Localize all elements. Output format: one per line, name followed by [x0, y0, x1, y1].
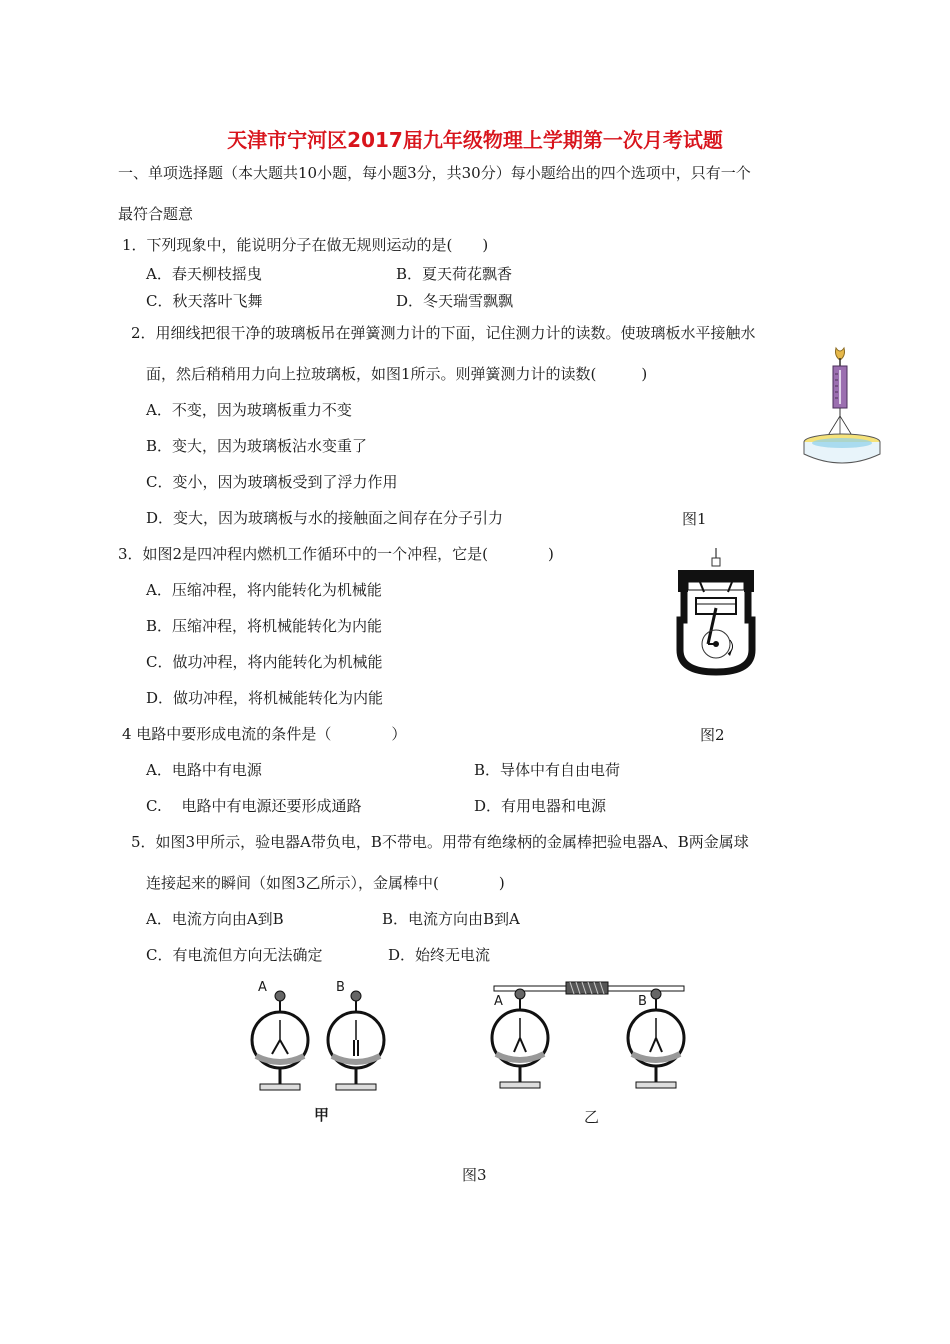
q3-option-d: D．做功冲程，将机械能转化为内能 — [146, 689, 384, 707]
q1-option-d: D．冬天瑞雪飘飘 — [396, 292, 514, 310]
q5-stem-line2: 连接起来的瞬间（如图3乙所示），金属棒中( ) — [146, 874, 505, 892]
q2-option-a: A．不变，因为玻璃板重力不变 — [146, 401, 352, 419]
figure-3-yi-connected-electroscopes — [488, 978, 688, 1096]
q1-option-a: A．春天柳枝摇曳 — [146, 265, 262, 283]
q2-option-d: D．变大，因为玻璃板与水的接触面之间存在分子引力 — [146, 509, 504, 527]
q5-option-a: A．电流方向由A到B — [146, 910, 284, 928]
q4-option-b: B．导体中有自由电荷 — [474, 761, 621, 779]
q3-option-b: B．压缩冲程，将机械能转化为内能 — [146, 617, 383, 635]
figure-2-engine — [674, 548, 759, 676]
q5-option-d: D．始终无电流 — [388, 946, 491, 964]
figure-1-spring-scale — [800, 344, 895, 469]
exam-title: 天津市宁河区2017届九年级物理上学期第一次月考试题 — [227, 128, 723, 152]
electroscope-b — [328, 991, 384, 1090]
label-a-jia: A — [258, 980, 267, 995]
label-yi: 乙 — [584, 1108, 600, 1126]
q3-option-c: C．做功冲程，将内能转化为机械能 — [146, 653, 383, 671]
q5-option-b: B．电流方向由B到A — [382, 910, 520, 928]
q1-stem: 1．下列现象中，能说明分子在做无规则运动的是( ) — [122, 236, 489, 254]
q1-option-c: C．秋天落叶飞舞 — [146, 292, 263, 310]
label-a-yi: A — [494, 994, 503, 1009]
label-jia: 甲 — [314, 1106, 330, 1124]
label-b-jia: B — [336, 980, 345, 995]
figure-3-jia-electroscopes — [248, 984, 398, 1096]
section-heading-line2: 最符合题意 — [118, 205, 194, 223]
q5-stem-line1: 5．如图3甲所示，验电器A带负电，B不带电。用带有绝缘柄的金属棒把验电器A、B两金属球 — [131, 833, 749, 851]
q1-option-b: B．夏天荷花飘香 — [396, 265, 513, 283]
q2-option-b: B．变大，因为玻璃板沾水变重了 — [146, 437, 368, 455]
q5-option-c: C．有电流但方向无法确定 — [146, 946, 323, 964]
q2-stem-line2: 面，然后稍稍用力向上拉玻璃板，如图1所示。则弹簧测力计的读数( ) — [146, 365, 648, 383]
q4-option-c: C. 电路中有电源还要形成通路 — [146, 797, 362, 815]
q4-option-d: D．有用电器和电源 — [474, 797, 607, 815]
figure-2-caption: 图2 — [700, 726, 725, 744]
electroscope-b-connected — [628, 989, 684, 1088]
q4-option-a: A．电路中有电源 — [146, 761, 262, 779]
q2-stem-line1: 2．用细线把很干净的玻璃板吊在弹簧测力计的下面，记住测力计的读数。使玻璃板水平接触水 — [131, 324, 756, 342]
figure-1-caption: 图1 — [682, 510, 707, 528]
figure-3-caption: 图3 — [462, 1166, 487, 1184]
q3-option-a: A．压缩冲程，将内能转化为机械能 — [146, 581, 382, 599]
section-heading-line1: 一、单项选择题（本大题共10小题，每小题3分，共30分）每小题给出的四个选项中，只有一个 — [118, 164, 751, 182]
electroscope-a — [252, 991, 308, 1090]
q4-stem: 4 电路中要形成电流的条件是（ ） — [122, 725, 407, 743]
q2-option-c: C．变小，因为玻璃板受到了浮力作用 — [146, 473, 398, 491]
q3-stem: 3．如图2是四冲程内燃机工作循环中的一个冲程，它是( ) — [118, 545, 554, 563]
label-b-yi: B — [638, 994, 647, 1009]
